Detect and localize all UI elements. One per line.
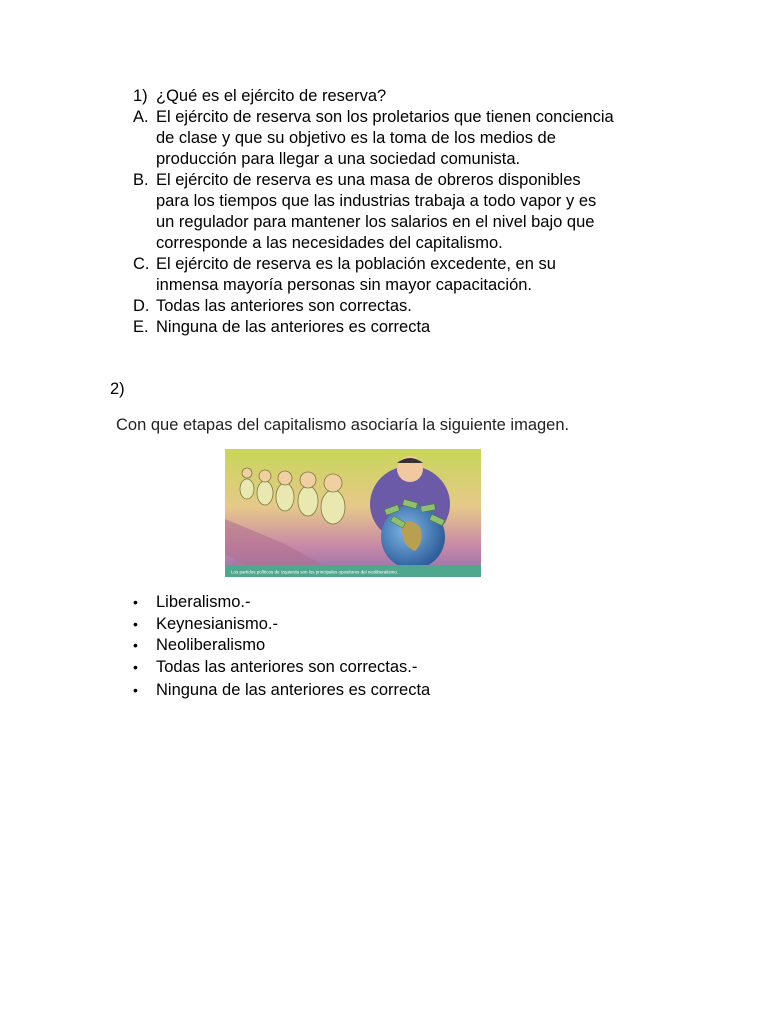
option-a-line-1: El ejército de reserva son los proletarios que tienen conciencia xyxy=(156,108,614,126)
bullet-icon: • xyxy=(133,682,138,698)
option-b-line-2: para los tiempos que las industrias trabaja a todo vapor y es xyxy=(156,192,597,210)
option-c-line-2: inmensa mayoría personas sin mayor capacitación. xyxy=(156,276,533,294)
image-caption: Los partidos políticos de izquierda son los principales opositores del neoliberalismo. xyxy=(231,569,399,575)
option-a-letter: A. xyxy=(133,108,149,126)
option-e-letter: E. xyxy=(133,318,149,336)
cartoon-illustration xyxy=(225,449,481,577)
option-a-line-3: producción para llegar a una sociedad comunista. xyxy=(156,150,521,168)
q2-option-1: Liberalismo.- xyxy=(156,593,251,611)
bullet-icon: • xyxy=(133,594,138,610)
option-c-line-1: El ejército de reserva es la población excedente, en su xyxy=(156,255,556,273)
option-b-line-3: un regulador para mantener los salarios en el nivel bajo que xyxy=(156,213,595,231)
bullet-icon: • xyxy=(133,659,138,675)
question-1-prompt: ¿Qué es el ejército de reserva? xyxy=(156,87,387,105)
q2-option-4: Todas las anteriores son correctas.- xyxy=(156,658,418,676)
option-b-letter: B. xyxy=(133,171,149,189)
question-2-number: 2) xyxy=(110,380,125,398)
question-1-number: 1) xyxy=(133,87,148,105)
option-c-letter: C. xyxy=(133,255,150,273)
bullet-icon: • xyxy=(133,616,138,632)
option-b-line-4: corresponde a las necesidades del capitalismo. xyxy=(156,234,503,252)
option-b-line-1: El ejército de reserva es una masa de obreros disponibles xyxy=(156,171,581,189)
bullet-icon: • xyxy=(133,637,138,653)
q2-option-5: Ninguna de las anteriores es correcta xyxy=(156,681,431,699)
option-d-letter: D. xyxy=(133,297,150,315)
option-a-line-2: de clase y que su objetivo es la toma de los medios de xyxy=(156,129,556,147)
question-2-prompt: Con que etapas del capitalismo asociaría la siguiente imagen. xyxy=(116,416,570,434)
option-e-line-1: Ninguna de las anteriores es correcta xyxy=(156,318,431,336)
q2-option-2: Keynesianismo.- xyxy=(156,615,278,633)
q2-option-3: Neoliberalismo xyxy=(156,636,266,654)
option-d-line-1: Todas las anteriores son correctas. xyxy=(156,297,412,315)
